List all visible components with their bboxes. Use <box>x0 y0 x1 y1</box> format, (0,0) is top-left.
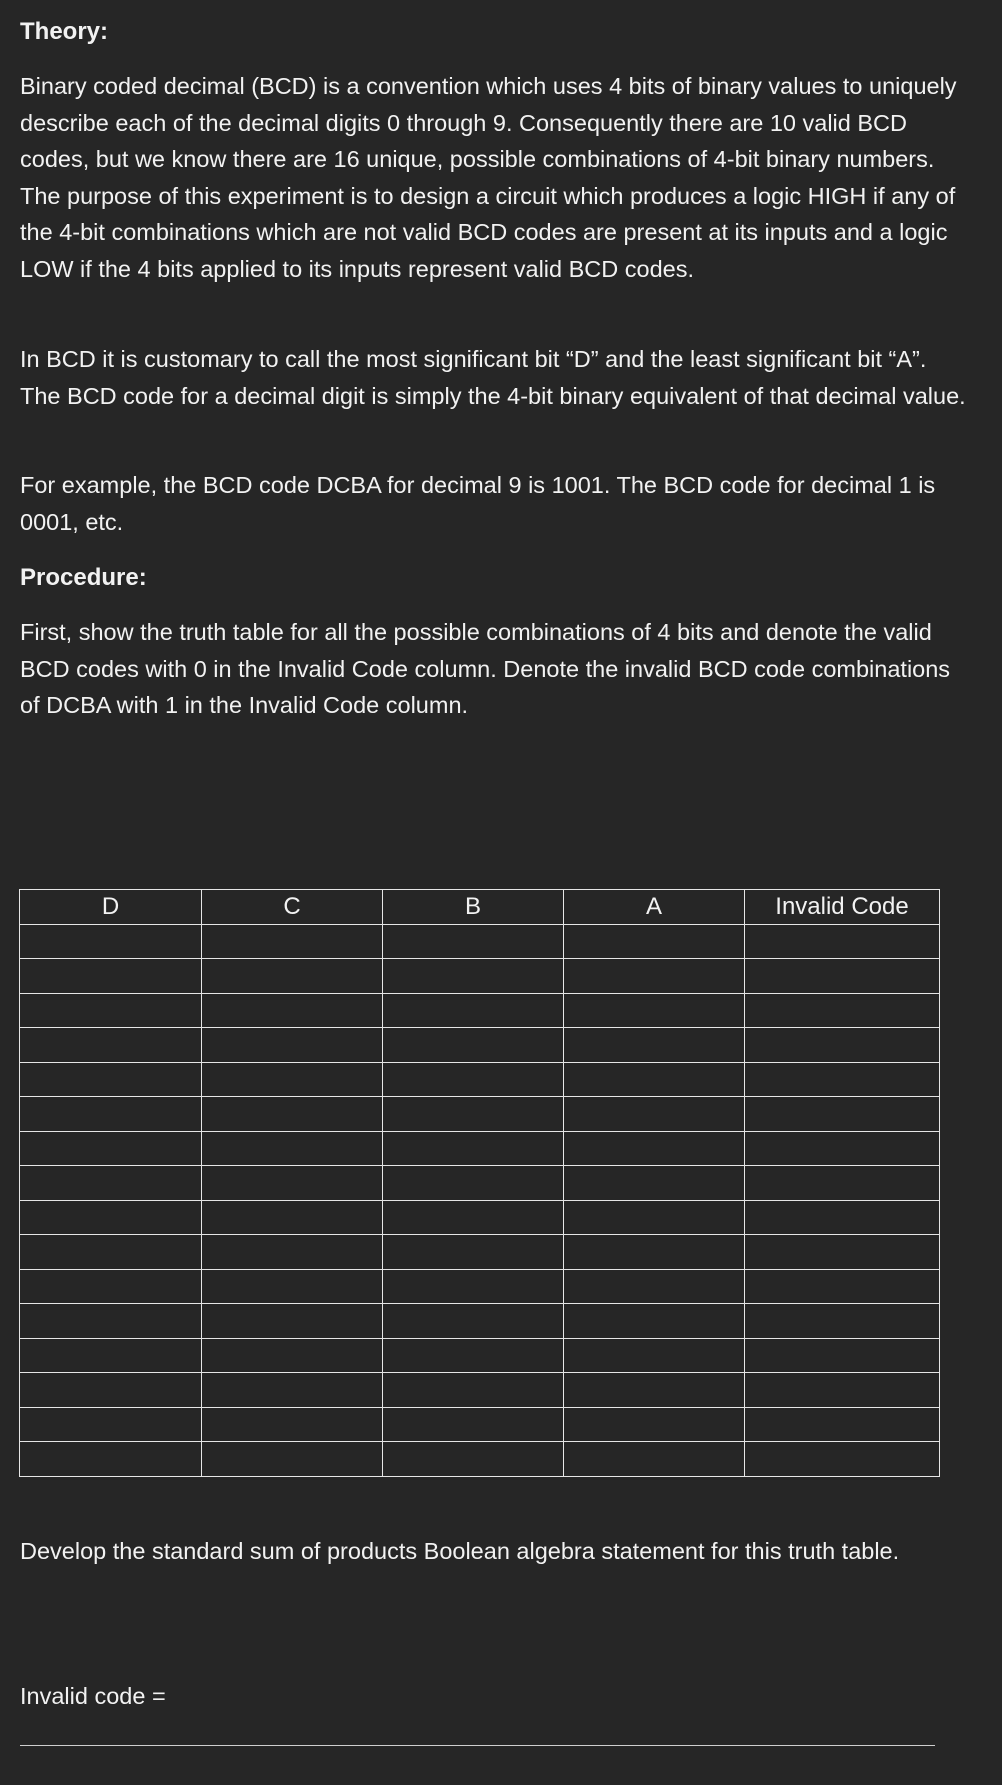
table-row <box>20 924 940 959</box>
table-cell[interactable] <box>202 959 383 994</box>
truth-table-body <box>20 924 940 1476</box>
table-cell[interactable] <box>202 1028 383 1063</box>
table-row <box>20 1269 940 1304</box>
table-cell[interactable] <box>745 993 940 1028</box>
table-cell[interactable] <box>383 1338 564 1373</box>
table-cell[interactable] <box>202 1442 383 1477</box>
column-header-a: A <box>564 890 745 925</box>
table-cell[interactable] <box>745 924 940 959</box>
table-cell[interactable] <box>745 1131 940 1166</box>
table-cell[interactable] <box>745 1028 940 1063</box>
table-cell[interactable] <box>20 1131 202 1166</box>
answer-line[interactable] <box>20 1745 935 1746</box>
table-cell[interactable] <box>202 1304 383 1339</box>
table-cell[interactable] <box>202 1235 383 1270</box>
table-cell[interactable] <box>202 1338 383 1373</box>
procedure-heading: Procedure: <box>20 564 147 591</box>
table-cell[interactable] <box>383 1131 564 1166</box>
table-cell[interactable] <box>745 959 940 994</box>
table-cell[interactable] <box>383 1442 564 1477</box>
table-cell[interactable] <box>564 1442 745 1477</box>
table-cell[interactable] <box>20 1269 202 1304</box>
table-row <box>20 1200 940 1235</box>
table-cell[interactable] <box>564 1200 745 1235</box>
table-cell[interactable] <box>564 1269 745 1304</box>
table-cell[interactable] <box>745 1338 940 1373</box>
table-cell[interactable] <box>745 1097 940 1132</box>
table-cell[interactable] <box>383 959 564 994</box>
table-cell[interactable] <box>202 1062 383 1097</box>
table-cell[interactable] <box>20 1166 202 1201</box>
table-cell[interactable] <box>202 993 383 1028</box>
table-cell[interactable] <box>564 1338 745 1373</box>
table-cell[interactable] <box>383 1269 564 1304</box>
table-cell[interactable] <box>383 1373 564 1408</box>
table-cell[interactable] <box>564 1407 745 1442</box>
table-cell[interactable] <box>564 1028 745 1063</box>
table-cell[interactable] <box>564 924 745 959</box>
table-cell[interactable] <box>383 1166 564 1201</box>
theory-heading: Theory: <box>20 18 109 45</box>
table-cell[interactable] <box>202 924 383 959</box>
table-cell[interactable] <box>745 1442 940 1477</box>
table-cell[interactable] <box>383 1200 564 1235</box>
column-header-invalid-code: Invalid Code <box>745 890 940 925</box>
table-cell[interactable] <box>20 959 202 994</box>
table-cell[interactable] <box>564 1373 745 1408</box>
table-cell[interactable] <box>383 1304 564 1339</box>
table-cell[interactable] <box>20 993 202 1028</box>
table-cell[interactable] <box>20 1097 202 1132</box>
column-header-b: B <box>383 890 564 925</box>
table-cell[interactable] <box>20 1373 202 1408</box>
theory-paragraph-1: Binary coded decimal (BCD) is a convention which uses 4 bits of binary values to uniquely describe each of the decimal digits 0 through 9. Consequently there are 10 valid BCD codes, but we know there are 16 unique, possible combinations of 4-bit binary numbers. The purpose of this experiment is to design a circuit which produces a logic HIGH if any of the 4-bit combinations which are not valid BCD codes are present at its inputs and a logic LOW if the 4 bits applied to its inputs represent valid BCD codes. <box>20 73 957 282</box>
table-cell[interactable] <box>745 1269 940 1304</box>
table-row <box>20 1166 940 1201</box>
table-cell[interactable] <box>20 1304 202 1339</box>
table-row <box>20 1442 940 1477</box>
table-cell[interactable] <box>383 1028 564 1063</box>
table-cell[interactable] <box>20 1407 202 1442</box>
table-cell[interactable] <box>564 1166 745 1201</box>
table-cell[interactable] <box>745 1200 940 1235</box>
table-cell[interactable] <box>20 1235 202 1270</box>
table-cell[interactable] <box>745 1235 940 1270</box>
table-cell[interactable] <box>745 1166 940 1201</box>
table-row <box>20 1304 940 1339</box>
table-cell[interactable] <box>202 1131 383 1166</box>
table-cell[interactable] <box>564 1097 745 1132</box>
theory-paragraph-3: For example, the BCD code DCBA for decimal 9 is 1001. The BCD code for decimal 1 is 0001, etc. <box>20 472 936 535</box>
table-cell[interactable] <box>745 1373 940 1408</box>
table-row <box>20 1373 940 1408</box>
table-cell[interactable] <box>202 1407 383 1442</box>
table-cell[interactable] <box>20 1338 202 1373</box>
table-cell[interactable] <box>564 1062 745 1097</box>
table-cell[interactable] <box>383 1097 564 1132</box>
table-cell[interactable] <box>564 1304 745 1339</box>
table-cell[interactable] <box>383 1235 564 1270</box>
table-row <box>20 1235 940 1270</box>
table-cell[interactable] <box>202 1166 383 1201</box>
table-cell[interactable] <box>564 959 745 994</box>
column-header-c: C <box>202 890 383 925</box>
sop-instruction: Develop the standard sum of products Boolean algebra statement for this truth table. <box>20 1538 900 1564</box>
table-cell[interactable] <box>202 1200 383 1235</box>
table-cell[interactable] <box>20 1028 202 1063</box>
table-cell[interactable] <box>564 993 745 1028</box>
table-row <box>20 1407 940 1442</box>
table-cell[interactable] <box>202 1373 383 1408</box>
table-cell[interactable] <box>20 924 202 959</box>
table-row <box>20 1062 940 1097</box>
table-cell[interactable] <box>20 1062 202 1097</box>
table-cell[interactable] <box>383 1062 564 1097</box>
theory-paragraph-2: In BCD it is customary to call the most significant bit “D” and the least significant bit “A”. The BCD code for a decimal digit is simply the 4-bit binary equivalent of that decimal value. <box>20 346 966 409</box>
table-cell[interactable] <box>20 1442 202 1477</box>
table-row <box>20 993 940 1028</box>
truth-table <box>19 889 940 1477</box>
table-cell[interactable] <box>745 1304 940 1339</box>
table-cell[interactable] <box>202 1097 383 1132</box>
table-row <box>20 1028 940 1063</box>
table-cell[interactable] <box>20 1200 202 1235</box>
table-cell[interactable] <box>383 993 564 1028</box>
table-cell[interactable] <box>564 1131 745 1166</box>
truth-table-header-row <box>20 890 940 925</box>
column-header-d: D <box>20 890 202 925</box>
table-cell[interactable] <box>383 924 564 959</box>
table-row <box>20 1338 940 1373</box>
table-cell[interactable] <box>745 1062 940 1097</box>
table-cell[interactable] <box>564 1235 745 1270</box>
table-row <box>20 1097 940 1132</box>
table-cell[interactable] <box>202 1269 383 1304</box>
table-cell[interactable] <box>745 1407 940 1442</box>
table-cell[interactable] <box>383 1407 564 1442</box>
table-row <box>20 1131 940 1166</box>
procedure-instruction: First, show the truth table for all the possible combinations of 4 bits and denote the valid BCD codes with 0 in the Invalid Code column. Denote the invalid BCD code combinations of DCBA with 1 in the Invalid Code column. <box>20 619 951 718</box>
table-row <box>20 959 940 994</box>
answer-label: Invalid code = <box>20 1683 166 1709</box>
